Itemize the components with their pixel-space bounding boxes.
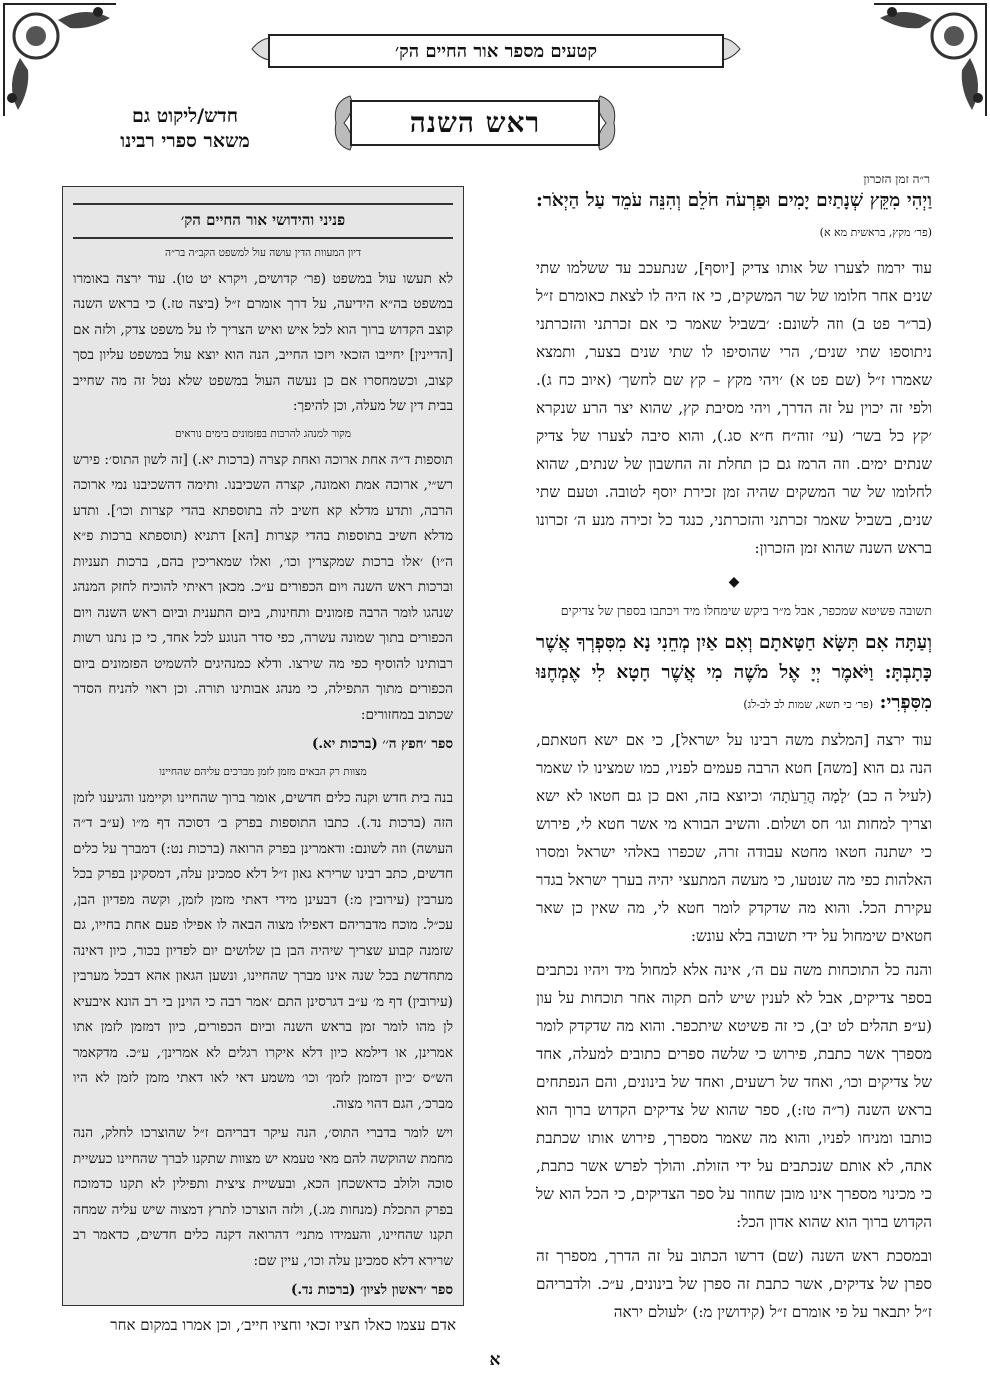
verse-2-text: וְעַתָּה אִם תִּשָּׂא חַטָּאתָם וְאִם אַיִן מְחֵנִי נָא מִסִּפְרְךָ אֲשֶׁר כָּתָבְתָּ: וַיֹּאמֶר יְיָ אֶל מֹשֶׁה מִי אֲשֶׁר חָטָא לִי אֶמְחֶנּוּ מִסִּפְרִי: [536, 632, 932, 713]
new-label [80, 104, 290, 154]
sidebar-paragraph-3: בנה בית חדש וקנה כלים חדשים, אומר ברוך שהחיינו וקיימנו והגיענו לזמן הזה (ברכות נד.). כתבו התוספות בפרק ב׳ דסוכה דף מ״ו (ע״ב ד״ה העושה) וזה לשונם: ודאמרינן בפרק הרואה (ברכות נט:) דמברך על כלים חדשים, כתב רבינו שרירא גאון ז״ל דלא סמכינן עלה, דמסקינן בפרק בכל מערבין (עירובין מ:) דבעינן מידי דאתי מזמן לזמן, וקשה מפדיון הבן, עכ״ל. מוכח מדבריהם דאפילו מצוה הבאה לו אפילו פעם אחת בחייו, גם שזמנה קבוע שצריך שיהיה הבן בן שלושים יום לפדיון בכור, כיון דאינה מתחדשת בכל שנה אינו מברך שהחיינו, ונשען הגאון אהא דבכל מערבין (עירובין) דף מ׳ ע״ב דגרסינן התם ׳אמר רבה כי הוינן בי רב הונא איבעיא לן מהו לומר זמן בראש השנה וביום הכפורים, כיון דמזמן לזמן אתו אמרינן, או דילמא כיון דלא איקרו רגלים לא אמרינן׳, ע״כ. מדקאמר הש״ס ׳כיון דמזמן לזמן׳ וכו׳ משמע דאי לאו דאתי מזמן לזמן לא היו מברכ׳, הגם דהוי מצוה. [73, 789, 453, 1112]
verse-1-text: וַיְהִי מִקֵּץ שְׁנָתַיִם יָמִים וּפַרְעֹה חֹלֵם וְהִנֵּה עֹמֵד עַל הַיְאֹר: [536, 190, 932, 211]
paragraph-3: והנה כל התוכחות משה עם ה׳, אינה אלא למחול מיד ויהיו נכתבים בספר צדיקים, אבל לא לענין שיש להם תקוה אחר תוכחות על עון (ע״פ תהלים לט יב), כי זה פשיטא שיתכפר. והוא מה שדקדק לומר מספרך אשר כתבת, פירוש כי שלשה ספרים כתובים למעלה, אחד של צדיקים וכו׳, ואחד של רשעים, ואחד של בינונים, והם הנפתחים בראש השנה (ר״ה טז:), ספר שהוא של צדיקים הקדוש ברוך הוא כותבו ומניחו לפניו, והוא מה שאמר מספרך, פירוש אותו שכתבת אתה, לא אותם שנכתבים על ידי הזולת. והולך לפרש אשר כתבת, כי מכינוי מספרך אינו מובן שחוזר על ספר הצדיקים, כי הכל הוא של הקדוש ברוך הוא שהוא אדון הכל: [536, 961, 932, 1231]
paragraph-2: עוד ירצה [המלצת משה רבינו על ישראל], כי אם ישא חטאתם, הנה גם הוא [משה] חטא הרבה פעמים לפניו, כמו שמצינו לו שאמר (לעיל ה כב) ׳לָמָה הֲרֵעֹתָה׳ וכיוצא בזה, ואם כן גם חטאו לא ישא וצריך למחות וגו׳ חס ושלום. והשיב הבורא מי אשר חטא לי, פירוש כי ישתנה חטאו מחטא עבודה זרה, שכפרו באלהי ישראל ומסרו האלהות כפי מה שנטעו, כי מעשה המתעצי יהיה בערך ישראל בגדר עקירת הכל. והוא מה שדקדק לומר חטא לי, מה שאין כן שאר חטאים שימחול על ידי תשובה בלא עונש: [536, 731, 932, 945]
page-title-scroll [330, 92, 620, 154]
new-label-bold: חדש [204, 105, 238, 127]
new-label-line2: משאר ספרי רבינו [120, 130, 250, 152]
sidebar-subheading-3: מצוות רק הבאים מזמן לזמן מברכים עליהם שהחיינו [159, 765, 367, 778]
bottom-line: אדם עצמו כאלו חציו זכאי וחציו חייב׳, וכן אמרו במקום אחר [110, 1316, 456, 1334]
topic-note: תשובה פשיטא שמכפר, אבל מ״ר ביקש שימחלו מיד ויכתבו בספרן של צדיקים [560, 603, 932, 618]
sidebar-paragraph-2: תוספות ד״ה אחת ארוכה ואחת קצרה (ברכות יא.) [זה לשון התוס׳: פירש רש״י, ארוכה אמת ואמונה, קצרה השכיבנו. ותימה דהשכיבנו נמי ארוכה הרבה, ותדע מדלא קא חשיב לה בתוספתא בהדי קצרות וכו׳]. ותדע מדלא חשיב בתוספות בהדי קצרות [הא] דתניא (תוספתא ברכות פ״א ה״ו) ׳אלו ברכות שמקצרין וכו׳, ואלו שמאריכין בהם, ברכות תעניות וברכות ראש השנה ויום הכפורים ע״כ. מכאן ראיתי להוכיח לחזק המנהג שנהגו לומר הרבה פזמונים ותחינות, ביום התענית וביום ראש השנה ויום הכפורים בתוך שמונה עשרה, כפי סדר הנוגע לכל אחד, כי כן נתנו רשות רבותינו להוסיף כפי מה שירצו. ודלא כמנהיגים להשמיט הפזמונים ביום הכפורים מתוך התפילה, כי מנהג אבותינו תורה. וכן ראוי להניח הסדר שכתוב במחזורים: [73, 451, 453, 723]
sidebar-title: פניני והידושי אור החיים הק׳ [73, 203, 453, 239]
header-banner [248, 24, 744, 70]
sidebar-subheading-2: מקור למנהג להרבות בפזמונים בימים נוראים [174, 427, 352, 440]
new-label-rest: /ליקוט גם [132, 105, 205, 127]
verse-1 [536, 186, 932, 248]
paragraph-1: עוד ירמוז לצערו של אותו צדיק [יוסף], שנתעכב עד ששלמו שתי שנים אחר חלומו של שר המשקים, כי אז היה לו לצאת כאומרם ז״ל (בר״ר פט ב) וזה לשונם: ׳בשביל שאמר כי אם זכרתני והזכרתני ניתוספו שתי שנים׳, הרי שהוסיפו לו שתי שנים בצער, ותמצא שאמרו ז״ל (שם פט א) ׳ויהי מקץ – קץ שם לחשך׳ (איוב כח ג). ולפי זה יכוין על זה הדרך, ויהי מסיבת קץ, שהוא יצר הרע שנקרא ׳קץ כל בשר׳ (עי׳ זוה״ח ח״א סג.), והוא סיבה לצערו של צדיק שנתים ימים. וזה הרמז גם כן תחלת זה החשבון של שנתים, שהוא לחלומו של שר המשקים שהיה זמן זכירת יוסף לטובה. וטעם שתי שנים, בשביל שאמר זכרתני והזכרתני, כנגד כל זכירה מנע ה׳ זכרונו בראש השנה שהוא זמן הזכרון: [536, 259, 932, 557]
sidebar-subheading-1: דיון המעוות הדין עושה עול למשפט הקב״ה בר״ה [164, 246, 362, 259]
verse-2 [536, 628, 932, 720]
banner-text: קטעים מספר אור החיים הק׳ [268, 34, 724, 68]
verse-2-source: (פר׳ כי תשא, שמות לב לב-לג) [743, 698, 874, 711]
section-tag: ר״ה זמן הזכרון [863, 172, 930, 186]
sidebar-paragraph-1: לא תעשו עול במשפט (פר׳ קדושים, ויקרא יט טו). עוד ירצה באומרו במשפט בה״א הידיעה, על דרך אומרם ז״ל (ביצה טז.) כי בראש השנה קוצב הקדוש ברוך הוא לכל איש ואיש הצריך לו על משפט צדק, ולזה אם [הדיינין] יחייבו הזכאי ויזכו החייב, הנה הוא יוצא עול במשפט עליון בסך קצוב, וכשמחסרו אם כן נעשה העול במשפט שלא נטל זה מה שחייב בבית דין של מעלה, וכן להיפך: [73, 270, 453, 414]
main-column [536, 186, 932, 1332]
sidebar-reference-1: ספר ׳חפץ ה׳׳ (ברכות יא.) [311, 736, 453, 752]
paragraph-4: ובמסכת ראש השנה (שם) דרשו הכתוב על זה הדרך, מספרך זה ספרן של צדיקים, אשר כתבת זה ספרן של בינונים, ע״כ. ולדבריהם ז״ל יתבאר על פי אומרם ז״ל (קידושין מ:) ׳לעולם יראה [536, 1247, 932, 1321]
sidebar-box [62, 186, 464, 1306]
verse-1-source: (פר׳ מקץ, בראשית מא א) [819, 226, 932, 239]
separator: ◆ [728, 574, 740, 590]
corner-ornament-right [870, 0, 990, 120]
sidebar-paragraph-4: ויש לומר בדברי התוס׳, הנה עיקר דבריהם ז״ל שהוצרכו לחלק, הנה מחמת שהוקשה להם מאי טעמא יש מצוות שתקנו לברך שהחיינו כעשיית סוכה ולולב כדאשכחן הכא, ובעשיית ציצית ותפילין לא תקנו כדמוכח בפרק התכלת (מנחות מג.), ולזה הוצרכו לתרץ דמצוה שיש עליה שמחה תקנו שהחיינו, והעמידו מתני׳ דהרואה דקנה כלים חדשים, כדאמר רב שרירא דלא סמכינן עלה וכו׳, עיין שם: [73, 1125, 453, 1269]
page-number: א [489, 1350, 501, 1370]
sidebar-reference-2: ספר ׳ראשון לציון׳ (ברכות נד.) [290, 1282, 453, 1298]
corner-ornament-left [0, 0, 120, 120]
page-title: ראש השנה [350, 100, 600, 146]
